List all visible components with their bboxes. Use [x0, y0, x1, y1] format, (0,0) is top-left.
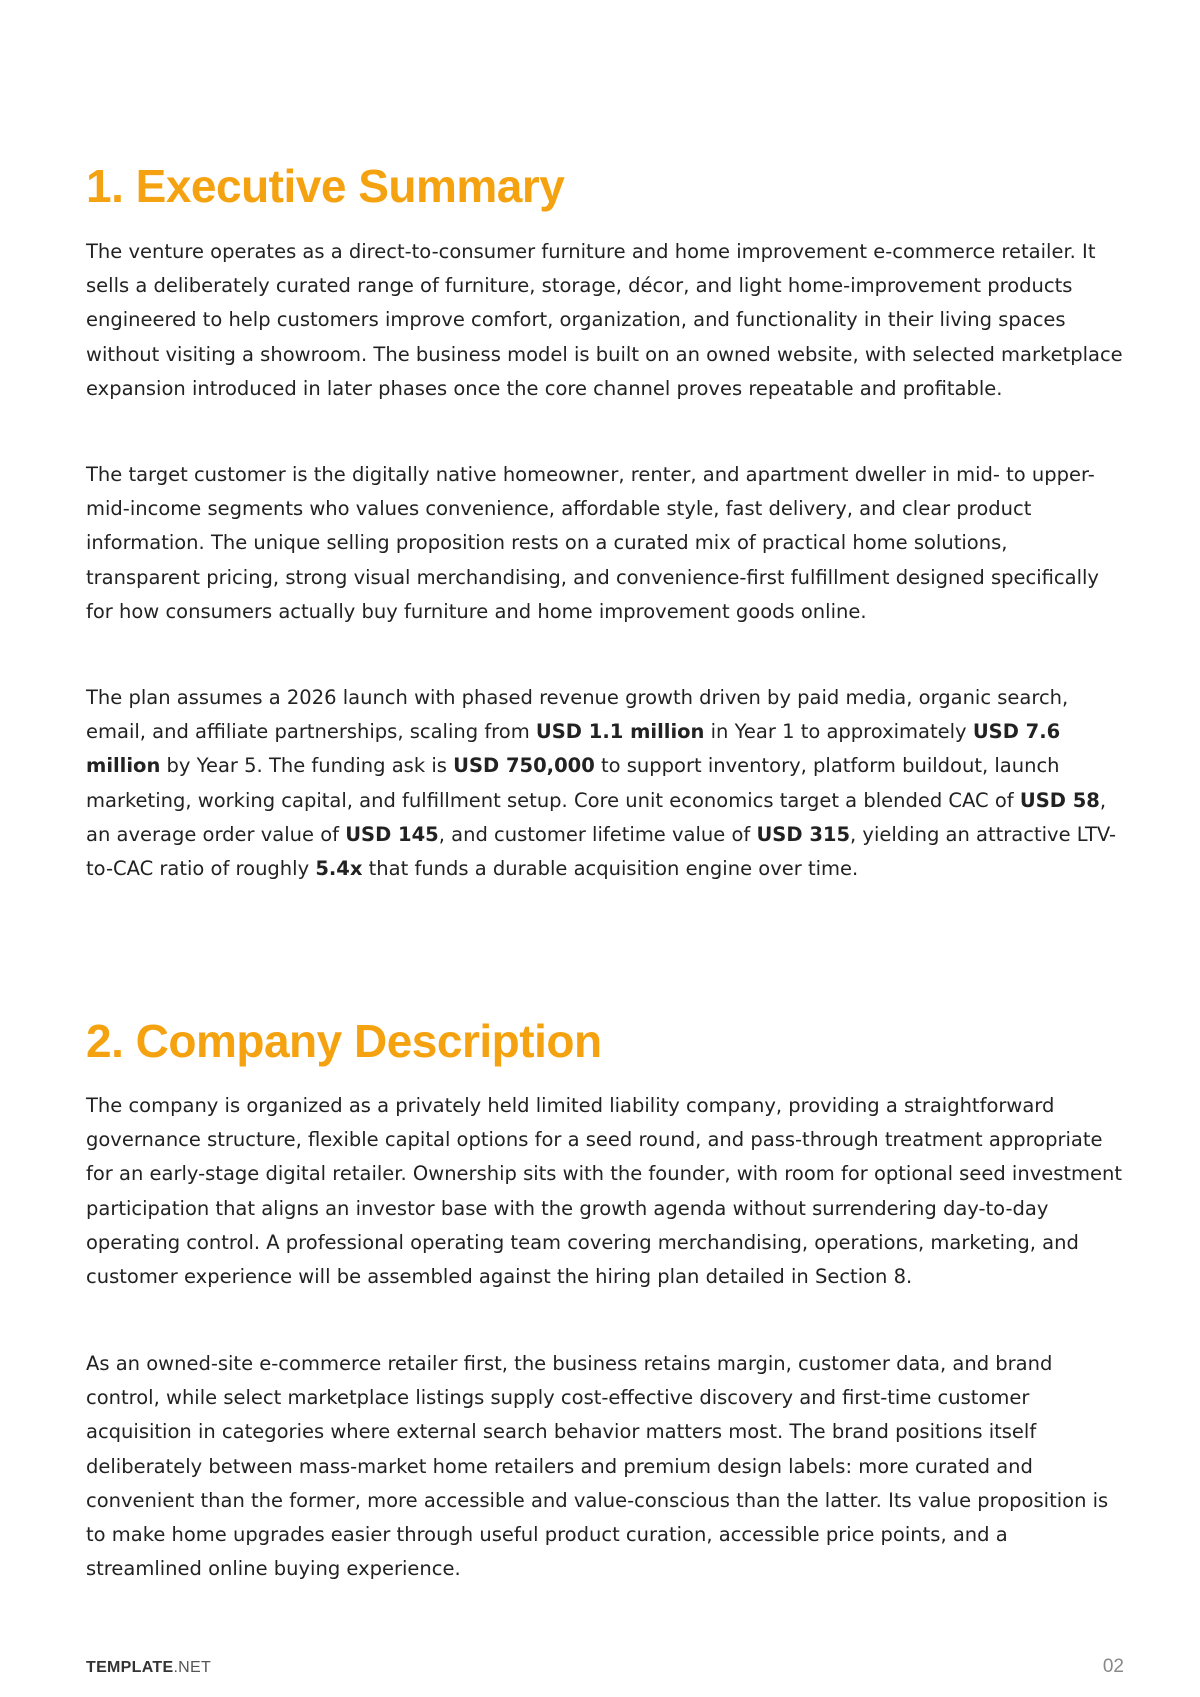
- highlight-figure: 5.4x: [315, 857, 363, 881]
- highlight-figure: USD 58: [1019, 788, 1100, 812]
- highlight-figure: USD 7.6 million: [86, 720, 1061, 778]
- brand-logo-bold: TEMPLATE: [86, 1659, 174, 1676]
- text-run: in Year 1 to approximately: [704, 720, 973, 744]
- text-run: The venture operates as a direct-to-consumer furniture and home improvement e-commerce retailer. It sells a deliberately curated range of furniture, storage, décor, and light home-improvement products engineered to help customers improve comfort, organization, and functionality in their living spaces without visiting a showroom. The business model is built on an owned website, with selected marketplace expansion introduced in later phases once the core channel proves repeatable and profitable.: [86, 240, 1123, 400]
- page-number: 02: [1102, 1656, 1124, 1677]
- text-run: As an owned-site e-commerce retailer first, the business retains margin, customer data, and brand control, while select marketplace listings supply cost-effective discovery and first-time customer acquisition in categories where external search behavior matters most. The brand positions itself deliberately between mass-market home retailers and premium design labels: more curated and convenient than the former, more accessible and value-conscious than the latter. Its value proposition is to make home upgrades easier through useful product curation, accessible price points, and a streamlined online buying experience.: [86, 1352, 1109, 1581]
- executive-summary-paragraph-3: [86, 681, 1126, 886]
- executive-summary-paragraph-1: [86, 235, 1126, 406]
- text-run: to support inventory, platform buildout, launch marketing, working capital, and fulfillment setup. Core unit economics target a blended CAC of: [86, 754, 1060, 812]
- text-run: The company is organized as a privately held limited liability company, providing a straightforward governance structure, flexible capital options for a seed round, and pass-through treatment appropriate for an early-stage digital retailer. Ownership sits with the founder, with room for optional seed investment participation that aligns an investor base with the growth agenda without surrendering day-to-day operating control. A professional operating team covering merchandising, operations, marketing, and customer experience will be assembled against the hiring plan detailed in Section 8.: [86, 1094, 1123, 1289]
- text-run: The target customer is the digitally native homeowner, renter, and apartment dweller in mid- to upper-mid-income segments who values convenience, affordable style, fast delivery, and clear product information. The unique selling proposition rests on a curated mix of practical home solutions, transparent pricing, strong visual merchandising, and convenience-first fulfillment designed specifically for how consumers actually buy furniture and home improvement goods online.: [86, 463, 1099, 623]
- text-run: , an average order value of: [86, 788, 1107, 846]
- brand-logo-suffix: .NET: [173, 1659, 212, 1676]
- section-heading-company-description: 2. Company Description: [86, 1015, 602, 1067]
- company-description-paragraph-2: [86, 1347, 1126, 1586]
- executive-summary-paragraph-2: [86, 458, 1126, 629]
- text-run: , and customer lifetime value of: [438, 822, 757, 846]
- highlight-figure: USD 315: [756, 822, 851, 846]
- text-run: by Year 5. The funding ask is: [160, 754, 454, 778]
- highlight-figure: USD 145: [345, 822, 439, 846]
- text-run: , yielding an attractive LTV-to-CAC ratio of roughly: [86, 822, 1117, 881]
- text-run: that funds a durable acquisition engine over time.: [362, 857, 859, 881]
- section-heading-executive-summary: 1. Executive Summary: [86, 160, 565, 212]
- brand-logo: [86, 1659, 211, 1677]
- company-description-paragraph-1: [86, 1089, 1126, 1294]
- highlight-figure: USD 1.1 million: [535, 720, 705, 744]
- text-run: The plan assumes a 2026 launch with phased revenue growth driven by paid media, organic search, email, and affiliate partnerships, scaling from: [86, 686, 1069, 744]
- highlight-figure: USD 750,000: [453, 754, 595, 778]
